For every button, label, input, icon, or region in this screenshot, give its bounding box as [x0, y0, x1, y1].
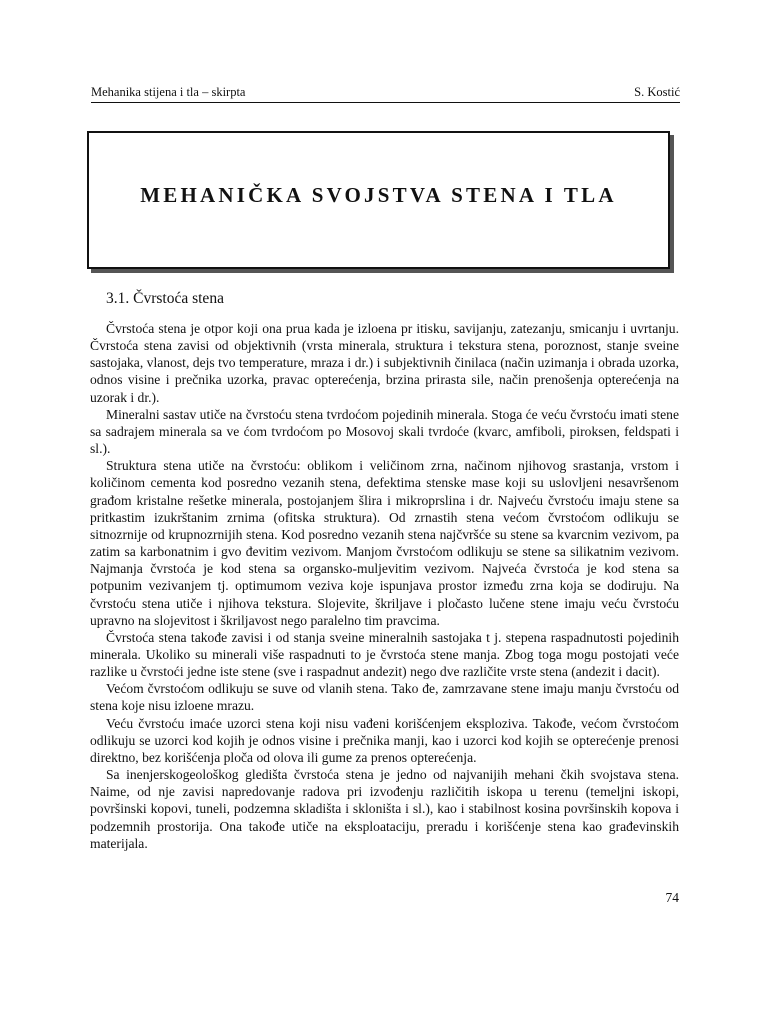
section-heading: 3.1. Čvrstoća stena: [106, 290, 224, 307]
header-author: S. Kostić: [634, 85, 680, 99]
running-header: [91, 84, 680, 103]
paragraph: Čvrstoća stena takođe zavisi i od stanja sveine mineralnih sastojaka t j. stepena raspadnutosti pojedinih minerala. Ukoliko su minerali više raspadnuti to je čvrstoća stene manja. Zbog toga mogu postojati veće razlike u čvrstoći jedne iste stene (sve i raspadnut andezit) nego dve različite vrste stena (andezit i dacit).: [90, 629, 679, 680]
chapter-title-box: [87, 131, 670, 269]
paragraph: Sa inenjerskogeološkog gledišta čvrstoća stena je jedno od najvanijih mehani čkih svojstava stena. Naime, od nje zavisi napredovanje radova pri izvođenju različitih iskopa u terenu (temeljni iskopi, površinski kopovi, tuneli, podzemna skladišta i skloništa i sl.), kao i stabilnost kosina površinskih kopova i podzemnih prostorija. Ona takođe utiče na eksploataciju, preradu i korišćenje stena kao građevinskih materijala.: [90, 767, 679, 851]
header-document-title: Mehanika stijena i tla – skirpta: [91, 85, 246, 99]
body-text: [90, 320, 679, 852]
page-number: 74: [665, 890, 679, 905]
paragraph: Mineralni sastav utiče na čvrstoću stena tvrdoćom pojedinih minerala. Stoga će veću čvrstoću imati stene sa sadrajem minerala sa ve ćom tvrdoćom po Mosovoj skali tvrdoće (kvarc, amfiboli, piroksen, feldspati i sl.).: [90, 406, 679, 457]
paragraph: Struktura stena utiče na čvrstoću: oblikom i veličinom zrna, načinom njihovog srastanja, vrstom i količinom cementa kod posredno vezanih stena, defektima stenske mase koji su uslovljeni nesavršenom građom kristalne rešetke minerala, postojanjem šlira i mikroprslina i dr. Najveću čvrstoću imaju stene sa pritkastim izukrštanim zrnima (ofitska struktura). Od zrnastih stena većom čvrstoćom odlikuju se sitnozrnije od krupnozrnijih stena. Kod posredno vezanih stena najčvršće su stene sa kvarcnim vezivom, pa zatim sa karbonatnim i gvo đevitim vezivom. Manjom čvrstoćom odlikuju se stene sa silikatnim vezivom. Najmanja čvrstoća je kod stena sa organsko-muljevitim vezivom. Najveća čvrstoća je kod stena sa potpunim vezivanjem tj. optimumom veziva koje ispunjava prostor između zrna koja se dodiruju. Na čvrstoću stena utiče i njihova tekstura. Slojevite, škriljave i pločasto lučene stene imaju veću čvrstoću upravno na slojevitost i škriljavost nego paralelno tim pravcima.: [90, 458, 679, 628]
paragraph: Veću čvrstoću imaće uzorci stena koji nisu vađeni korišćenjem eksploziva. Takođe, većom čvrstoćom odlikuju se uzorci kod kojih je odnos visine i prečnika manji, kao i uzorci kod kojih se opterećenje prenosi direktno, bez korišćenja ploča od olova ili gume za prenos opterećenja.: [90, 715, 679, 765]
chapter-title: MEHANIČKA SVOJSTVA STENA I TLA: [140, 183, 617, 207]
paragraph: Većom čvrstoćom odlikuju se suve od vlanih stena. Tako đe, zamrzavane stene imaju manju čvrstoću od stena koje nisu izloene mrazu.: [90, 681, 679, 714]
paragraph: Čvrstoća stena je otpor koji ona prua kada je izloena pr itisku, savijanju, zatezanju, smicanju i uvrtanju. Čvrstoća stena zavisi od objektivnih (vrsta minerala, struktura i tekstura stena, poroznost, stanje sveine sastojaka, vlanost, dejs tvo temperature, mraza i dr.) i subjektivnih činilaca (način uzimanja i obrada uzorka, odnos visine i prečnika uzorka, pravac opterećenja, brzina prirasta sile, način prenošenja opterećenja na uzorak i dr.).: [90, 321, 679, 405]
